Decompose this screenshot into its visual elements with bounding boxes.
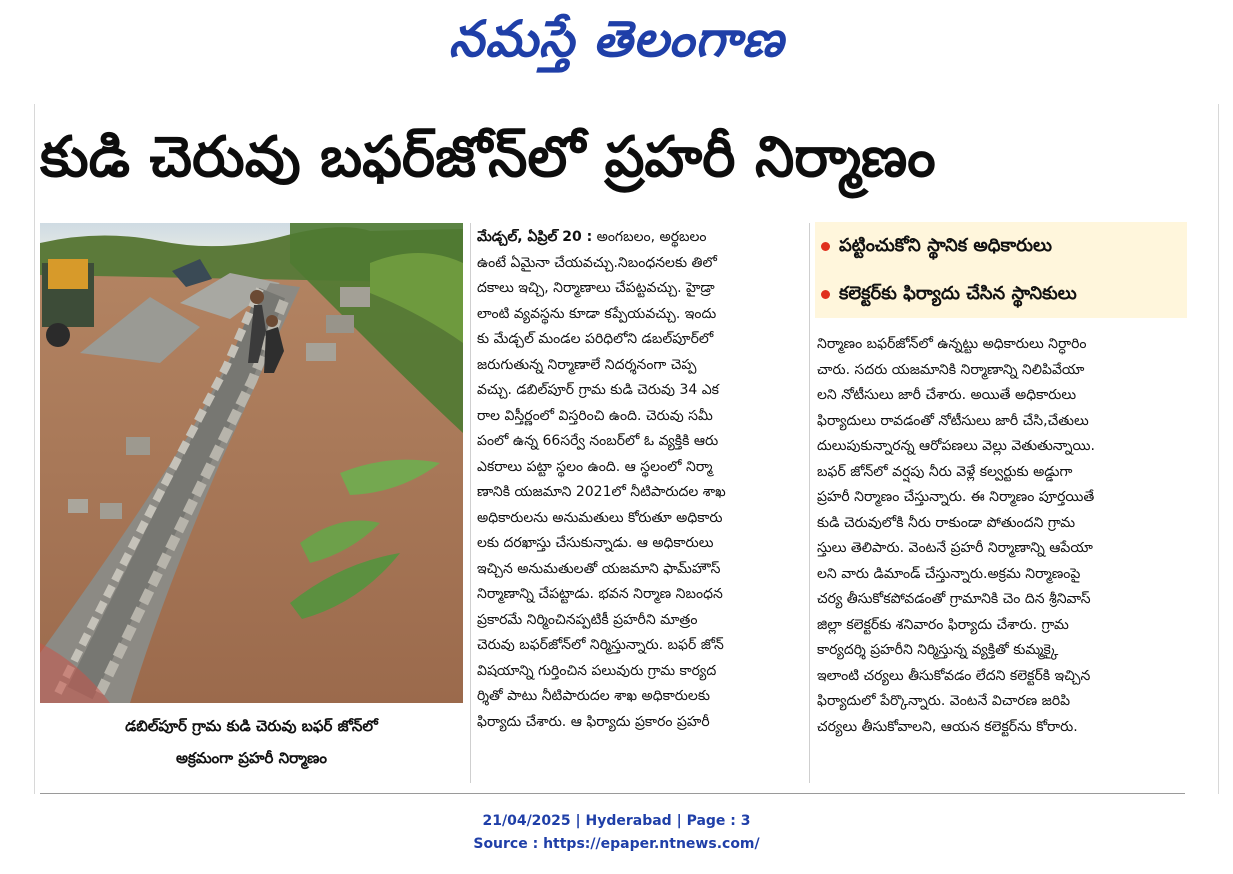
article-line-text: అంగబలం, అర్థబలం — [596, 229, 707, 245]
photo-caption — [40, 710, 463, 774]
article-line: చర్యలు తీసుకోవాలని, ఆయన కలెక్టర్‌ను కోరారు. — [817, 718, 1078, 735]
article-line: కు మేడ్చల్ మండల పరిధిలోని డబల్‌పూర్‌లో — [477, 331, 714, 347]
article-line: లాంటి వ్యవస్థను కూడా కప్పేయవచ్చు. ఇందు — [477, 305, 717, 322]
article-column-1 — [477, 225, 803, 735]
bullet-icon — [821, 290, 830, 299]
article-line: రాల విస్తీర్ణంలో విస్తరించి ఉంది. చెరువు సమీ — [477, 407, 713, 424]
bullet-icon — [821, 242, 830, 251]
article-line: లని వారు డిమాండ్ చేస్తున్నారు.అక్రమ నిర్మాణంపై — [817, 565, 1081, 582]
article-line: ఫిర్యాదులో పేర్కొన్నారు. వెంటనే విచారణ జరిపి — [817, 693, 1071, 709]
frame-rule-left — [34, 104, 35, 794]
article-line: చర్య తీసుకోకపోవడంతో గ్రామానికి చెం దిన శ్రీనివాస్ — [817, 591, 1091, 607]
article-line: ఇలాంటి చర్యలు తీసుకోవడం లేదని కలెక్టర్‌కి ఇచ్చిన — [817, 667, 1091, 684]
article-line: విషయాన్ని గుర్తించిన పలువురు గ్రామ కార్యద — [477, 662, 717, 679]
article-line: ఎకరాలు పట్టా స్థలం ఉంది. ఆ స్థలంలో నిర్మా — [477, 458, 713, 475]
frame-rule-right — [1218, 104, 1219, 794]
article-line: పంలో ఉన్న 66సర్వే నంబర్‌లో ఓ వ్యక్తికి ఆరు — [477, 433, 719, 449]
article-line: జరుగుతున్న నిర్మాణాలే నిదర్శనంగా చెప్ప — [477, 356, 697, 373]
caption-line: డబిల్‌పూర్ గ్రామ కుడి చెరువు బఫర్ జోన్‌లో — [125, 717, 378, 735]
highlights-box — [815, 222, 1187, 318]
article-line — [477, 225, 803, 251]
article-photo — [40, 223, 463, 703]
article-line: స్తులు తెలిపారు. వెంటనే ప్రహరీ నిర్మాణాన్ని ఆపేయా — [817, 540, 1093, 556]
article-line: లకు దరఖాస్తు చేసుకున్నాడు. ఆ అధికారులు — [477, 535, 714, 551]
article-line: దులుపుకున్నారన్న ఆరోపణలు వెల్లు వెతుతున్నాయి. — [817, 438, 1095, 454]
column-rule — [809, 223, 810, 783]
article-line: చెరువు బఫర్‌జోన్‌లో నిర్మిస్తున్నారు. బఫర్ జోన్ — [477, 637, 724, 653]
bottom-rule — [40, 793, 1185, 794]
edition-info: 21/04/2025 | Hyderabad | Page : 3 — [482, 813, 751, 829]
article-line: ర్శితో పాటు నీటిపారుదల శాఖ అధికారులకు — [477, 688, 710, 704]
article-line: కార్యదర్శి ప్రహరీని నిర్మిస్తున్న వ్యక్తితో కుమ్మక్కై — [817, 642, 1059, 658]
dateline: మేడ్చల్, ఏప్రిల్ 20 : — [477, 229, 593, 245]
highlight-item — [821, 226, 1052, 266]
masthead — [0, 6, 1233, 76]
article-line: జిల్లా కలెక్టర్‌కు శనివారం ఫిర్యాదు చేశారు. గ్రామ — [817, 616, 1069, 633]
article-line: ప్రహరీ నిర్మాణం చేస్తున్నారు. ఈ నిర్మాణం పూర్తయితే — [817, 489, 1095, 505]
highlight-text: పట్టించుకోని స్థానిక అధికారులు — [839, 235, 1052, 256]
article-line: ఫిర్యాదులు రావడంతో నోటీసులు జారీ చేసి,చేతులు — [817, 412, 1089, 429]
article-line: బఫర్ జోన్‌లో వర్షపు నీరు వెళ్లే కల్వర్టుకు అడ్డుగా — [817, 463, 1073, 480]
column-rule — [470, 223, 471, 783]
article-line: లని నోటీసులు జారీ చేశారు. అయితే అధికారులు — [817, 387, 1077, 403]
article-line: అధికారులను అనుమతులు కోరుతూ అధికారు — [477, 509, 723, 526]
article-line: వచ్చు. డబిల్‌పూర్ గ్రామ కుడి చెరువు 34 ఎక — [477, 382, 719, 398]
article-line: చారు. సదరు యజమానికి నిర్మాణాన్ని నిలిపివేయా — [817, 361, 1085, 378]
article-line: ప్రకారమే నిర్మించినప్పటికీ ప్రహరీని మాత్రం — [477, 611, 698, 628]
article-line: ఉంటే ఏమైనా చేయవచ్చు.నిబంధనలకు తిలో — [477, 254, 717, 271]
article-column-2 — [817, 332, 1187, 740]
article-line: ణానికి యజమాని 2021లో నీటిపారుదల శాఖ — [477, 484, 726, 500]
article-line: ఫిర్యాదు చేశారు. ఆ ఫిర్యాదు ప్రకారం ప్రహరీ — [477, 713, 710, 730]
article-line: దకాలు ఇచ్చి, నిర్మాణాలు చేపట్టవచ్చు. హైడ్రా — [477, 280, 715, 296]
article-line: కుడి చెరువులోకి నీరు రాకుండా పోతుందని గ్రామ — [817, 514, 1076, 531]
article-line: నిర్మాణాన్ని చేపట్టాడు. భవన నిర్మాణ నిబంధన — [477, 586, 723, 602]
article-line: ఇచ్చిన అనుమతులతో యజమాని ఫామ్‌హౌస్ — [477, 560, 721, 577]
newspaper-logo: నమస్తే తెలంగాణ — [448, 10, 785, 68]
caption-line: అక్రమంగా ప్రహరీ నిర్మాణం — [175, 749, 327, 767]
article-headline: కుడి చెరువు బఫర్‌జోన్‌లో ప్రహరీ నిర్మాణం — [40, 125, 936, 190]
source-link[interactable]: Source : https://epaper.ntnews.com/ — [473, 836, 760, 852]
article-line: నిర్మాణం బఫర్‌జోన్‌లో ఉన్నట్టు అధికారులు నిర్ధారిం — [817, 336, 1087, 352]
highlight-text: కలెక్టర్‌కు ఫిర్యాదు చేసిన స్థానికులు — [839, 283, 1077, 304]
highlight-item — [821, 274, 1077, 314]
